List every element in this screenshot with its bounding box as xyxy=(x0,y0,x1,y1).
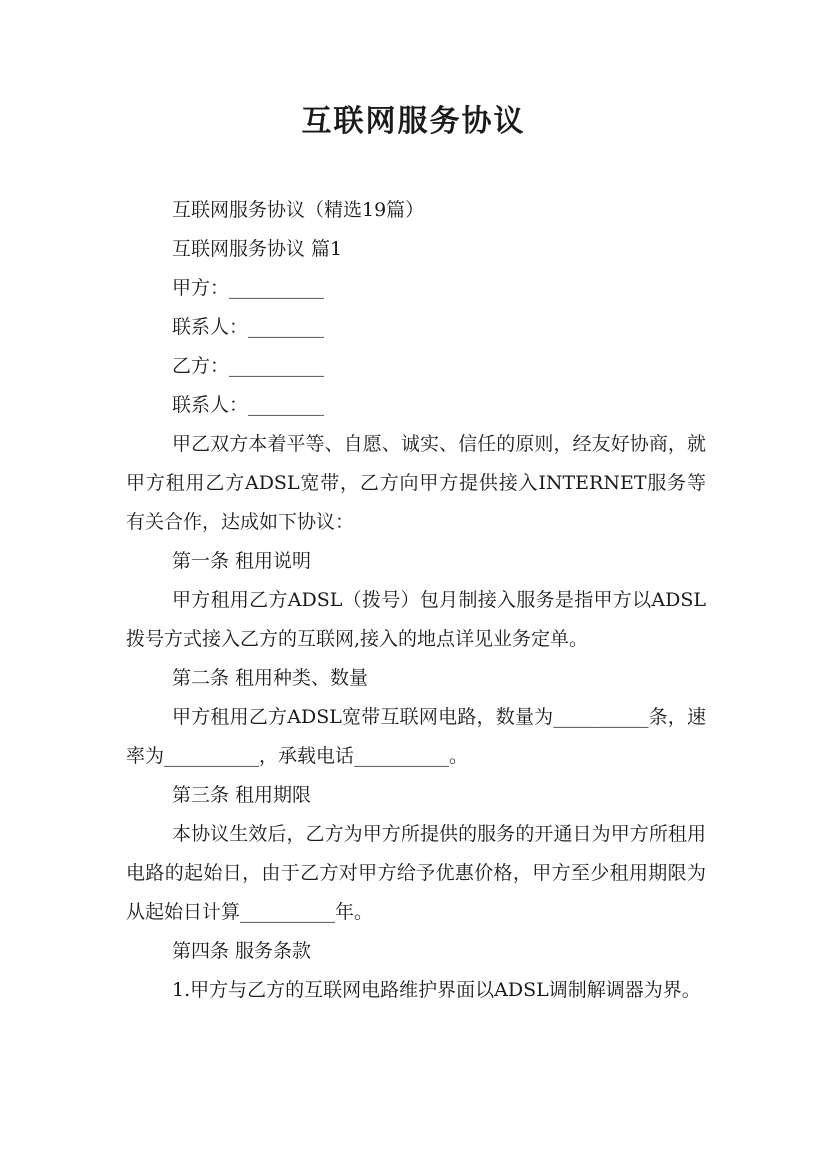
contact-a-line: 联系人：________ xyxy=(172,316,325,338)
contact-b-line: 联系人：________ xyxy=(172,394,325,416)
article-1-text: 甲方租用乙方ADSL（拨号）包月制接入服务是指甲方以ADSL拨号方式接入乙方的互联网,接入的地点详见业务定单。 xyxy=(126,589,706,650)
section-heading: 互联网服务协议 篇1 xyxy=(172,238,343,260)
article-3-title: 第三条 租用期限 xyxy=(172,784,312,806)
article-1-title: 第一条 租用说明 xyxy=(172,550,312,572)
article-2-title: 第二条 租用种类、数量 xyxy=(172,667,369,689)
document-body xyxy=(126,191,706,1010)
article-4-title: 第四条 服务条款 xyxy=(172,940,312,962)
article-4-item-1: 1.甲方与乙方的互联网电路维护界面以ADSL调制解调器为界。 xyxy=(172,979,701,1001)
article-2-text: 甲方租用乙方ADSL宽带互联网电路，数量为__________条，速率为__________，承载电话__________。 xyxy=(126,706,706,767)
party-b-line: 乙方：__________ xyxy=(172,355,325,377)
document-title: 互联网服务协议 xyxy=(301,104,526,139)
document-subtitle: 互联网服务协议（精选19篇） xyxy=(172,199,425,221)
party-a-line: 甲方：__________ xyxy=(172,277,325,299)
article-3-text: 本协议生效后，乙方为甲方所提供的服务的开通日为甲方所租用电路的起始日，由于乙方对甲方给予优惠价格，甲方至少租用期限为从起始日计算__________年。 xyxy=(126,823,706,923)
intro-paragraph: 甲乙双方本着平等、自愿、诚实、信任的原则，经友好协商，就甲方租用乙方ADSL宽带，乙方向甲方提供接入INTERNET服务等有关合作，达成如下协议： xyxy=(126,433,706,533)
